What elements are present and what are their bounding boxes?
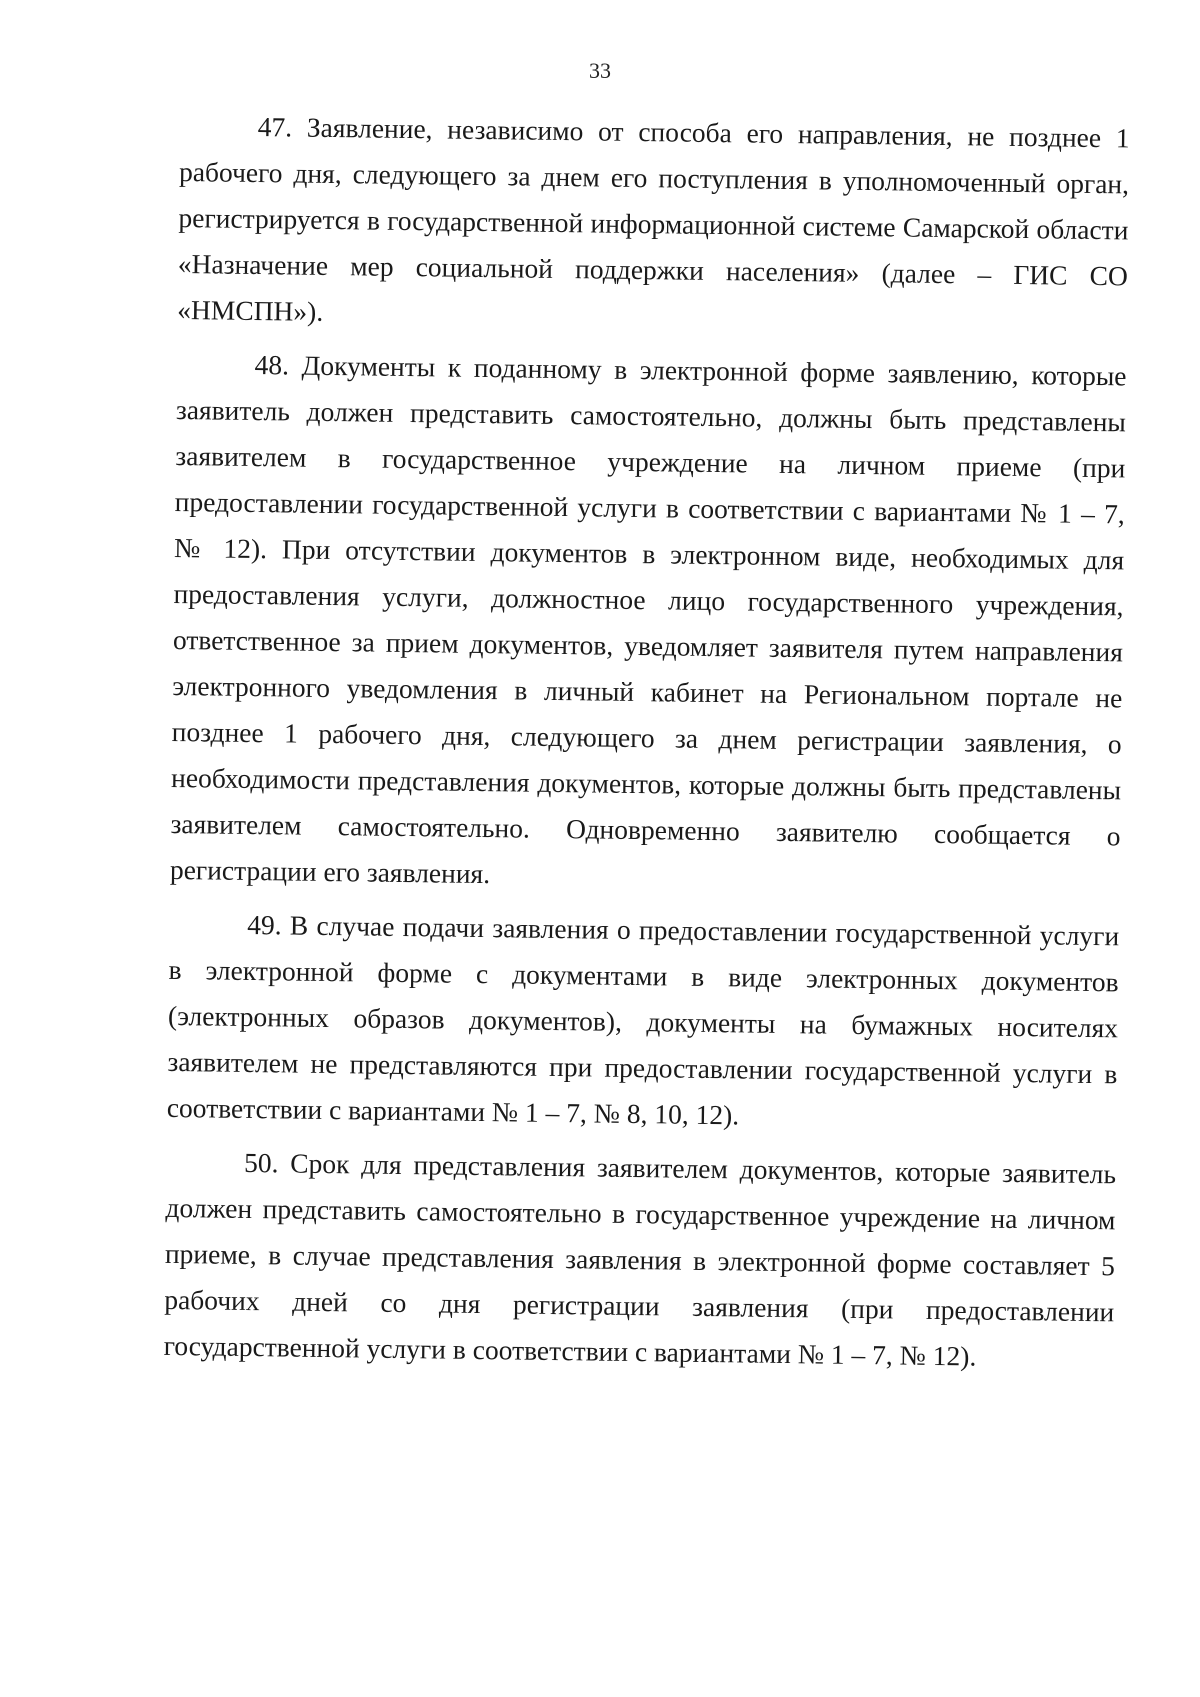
document-body [163, 103, 1130, 1389]
paragraph-50: 50. Срок для представления заявителем документов, которые заявитель должен представить самостоятельно в государственное учреждение на личном приеме, в случае представления заявления в электронной форме составляет 5 рабочих дней со дня регистрации заявления (при предоставлении государственной услуги в соответствии с вариантами № 1 – 7, № 12). [163, 1146, 1117, 1372]
paragraph-49: 49. В случае подачи заявления о предоставлении государственной услуги в электронной форме с документами в виде электронных документов (электронных образов документов), документы на бумажных носителях заявителем не представляются при предоставлении государственной услуги в соответствии с вариантами № 1 – 7, № 8, 10, 12). [166, 908, 1120, 1131]
paragraph-47: 47. Заявление, независимо от способа его направления, не позднее 1 рабочего дня, следующего за днем его поступления в уполномоченный орган, регистрируется в государственной информационной системе Самарской области «Назначение мер социальной поддержки населения» (далее – ГИС СО «НМСПН»). [177, 111, 1130, 327]
paragraph-48: 48. Документы к поданному в электронной форме заявлению, которые заявитель должен представить самостоятельно, должны быть представлены заявителем в государственное учреждение на личном приеме (при предоставлении государственной услуги в соответствии с вариантами № 1 – 7, № 12). При отсутствии документов в электронном виде, необходимых для предоставления услуги, должностное лицо государственного учреждения, ответственное за прием документов, уведомляет заявителя путем направления электронного уведомления в личный кабинет на Региональном портале не позднее 1 рабочего дня, следующего за днем регистрации заявления, о необходимости представления документов, которые должны быть представлены заявителем самостоятельно. Одновременно заявителю сообщается о регистрации его заявления. [169, 349, 1127, 890]
page-number: 33 [589, 58, 611, 83]
